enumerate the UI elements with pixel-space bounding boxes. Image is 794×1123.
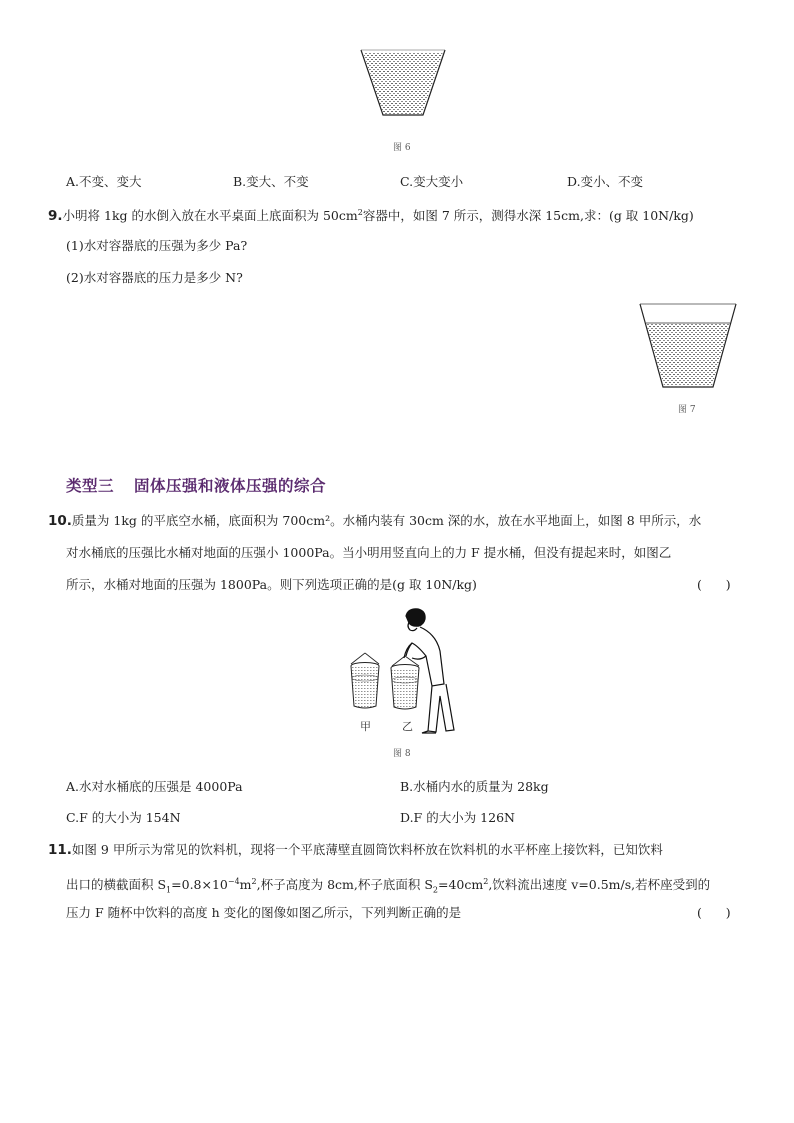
q9-sub2: (2)水对容器底的压力是多少 N? bbox=[66, 270, 243, 285]
q11-line2 bbox=[66, 874, 710, 899]
q9-number: 9. bbox=[48, 208, 63, 225]
fig7-water bbox=[646, 323, 730, 386]
q9-sup: 2 bbox=[357, 208, 363, 217]
q9-sub1: (1)水对容器底的压强为多少 Pa? bbox=[66, 238, 248, 253]
q11-l2-c: m bbox=[239, 877, 252, 893]
fig8-label-yi: 乙 bbox=[402, 720, 413, 733]
q11-l2-exp: −4 bbox=[227, 877, 240, 886]
q11-l2-b: =0.8×10 bbox=[171, 877, 228, 893]
q11-l2-sq: 2 bbox=[251, 877, 257, 886]
q11-line1 bbox=[48, 842, 663, 858]
q8-option-b: B.变大、不变 bbox=[233, 174, 309, 189]
q10-option-b: B.水桶内水的质量为 28kg bbox=[400, 779, 549, 794]
q8-option-a: A.不变、变大 bbox=[66, 174, 142, 189]
fig8-bucket-yi bbox=[391, 656, 419, 709]
q10-line1 bbox=[48, 513, 701, 529]
fig8-label-jia: 甲 bbox=[360, 720, 371, 733]
q11-l2-sq2: 2 bbox=[483, 877, 489, 886]
q11-answer-blank: ( ) bbox=[697, 905, 731, 920]
section-title: 固体压强和液体压强的综合 bbox=[134, 477, 327, 495]
q10-line2: 对水桶底的压强比水桶对地面的压强小 1000Pa。当小明用竖直向上的力 F 提水桶，但没有提起来时，如图乙 bbox=[66, 545, 672, 560]
q9-text-a: 小明将 1kg 的水倒入放在水平桌面上底面积为 50cm bbox=[62, 208, 358, 224]
fig8-bucket-jia bbox=[351, 653, 379, 708]
fig7-caption: 图 7 bbox=[678, 405, 696, 415]
q9-stem bbox=[48, 205, 694, 224]
fig6-caption: 图 6 bbox=[393, 143, 411, 153]
q11-number: 11. bbox=[48, 842, 72, 858]
q8-option-c: C.变大变小 bbox=[400, 174, 464, 189]
q10-option-d: D.F 的大小为 126N bbox=[400, 810, 515, 825]
q10-text-1: 质量为 1kg 的平底空水桶，底面积为 700cm²。水桶内装有 30cm 深的水，放在水平地面上，如图 8 甲所示，水 bbox=[71, 513, 702, 528]
q10-answer-blank: ( ) bbox=[697, 577, 731, 592]
figure-7 bbox=[637, 301, 739, 391]
q10-line3: 所示，水桶对地面的压强为 1800Pa。则下列选项正确的是(g 取 10N/kg) bbox=[66, 577, 477, 592]
q8-option-d: D.变小、不变 bbox=[567, 174, 644, 189]
q10-option-a: A.水对水桶底的压强是 4000Pa bbox=[66, 779, 243, 794]
q11-l2-sub2: 2 bbox=[432, 885, 438, 895]
q11-l2-d: ,杯子高度为 8cm,杯子底面积 S bbox=[256, 877, 433, 893]
q10-option-c: C.F 的大小为 154N bbox=[66, 810, 181, 825]
fig6-water bbox=[363, 52, 443, 114]
q11-text-1: 如图 9 甲所示为常见的饮料机，现将一个平底薄壁直圆筒饮料杯放在饮料机的水平杯座上接饮料，已知饮料 bbox=[71, 842, 663, 857]
q11-l2-f: ,饮料流出速度 v=0.5m/s,若杯座受到的 bbox=[488, 877, 711, 893]
q11-l2-a: 出口的横截面积 S bbox=[66, 877, 167, 893]
q9-text-b: 容器中，如图 7 所示，测得水深 15cm,求：(g 取 10N/kg) bbox=[362, 208, 694, 224]
fig8-caption: 图 8 bbox=[393, 749, 411, 759]
q11-line3: 压力 F 随杯中饮料的高度 h 变化的图像如图乙所示，下列判断正确的是 bbox=[66, 905, 462, 920]
q11-l2-e: =40cm bbox=[437, 877, 484, 893]
section-heading bbox=[66, 474, 326, 496]
section-label: 类型三 bbox=[66, 477, 115, 495]
figure-6 bbox=[355, 46, 451, 120]
q11-l2-sub1: 1 bbox=[166, 885, 172, 895]
q10-number: 10. bbox=[48, 513, 72, 529]
